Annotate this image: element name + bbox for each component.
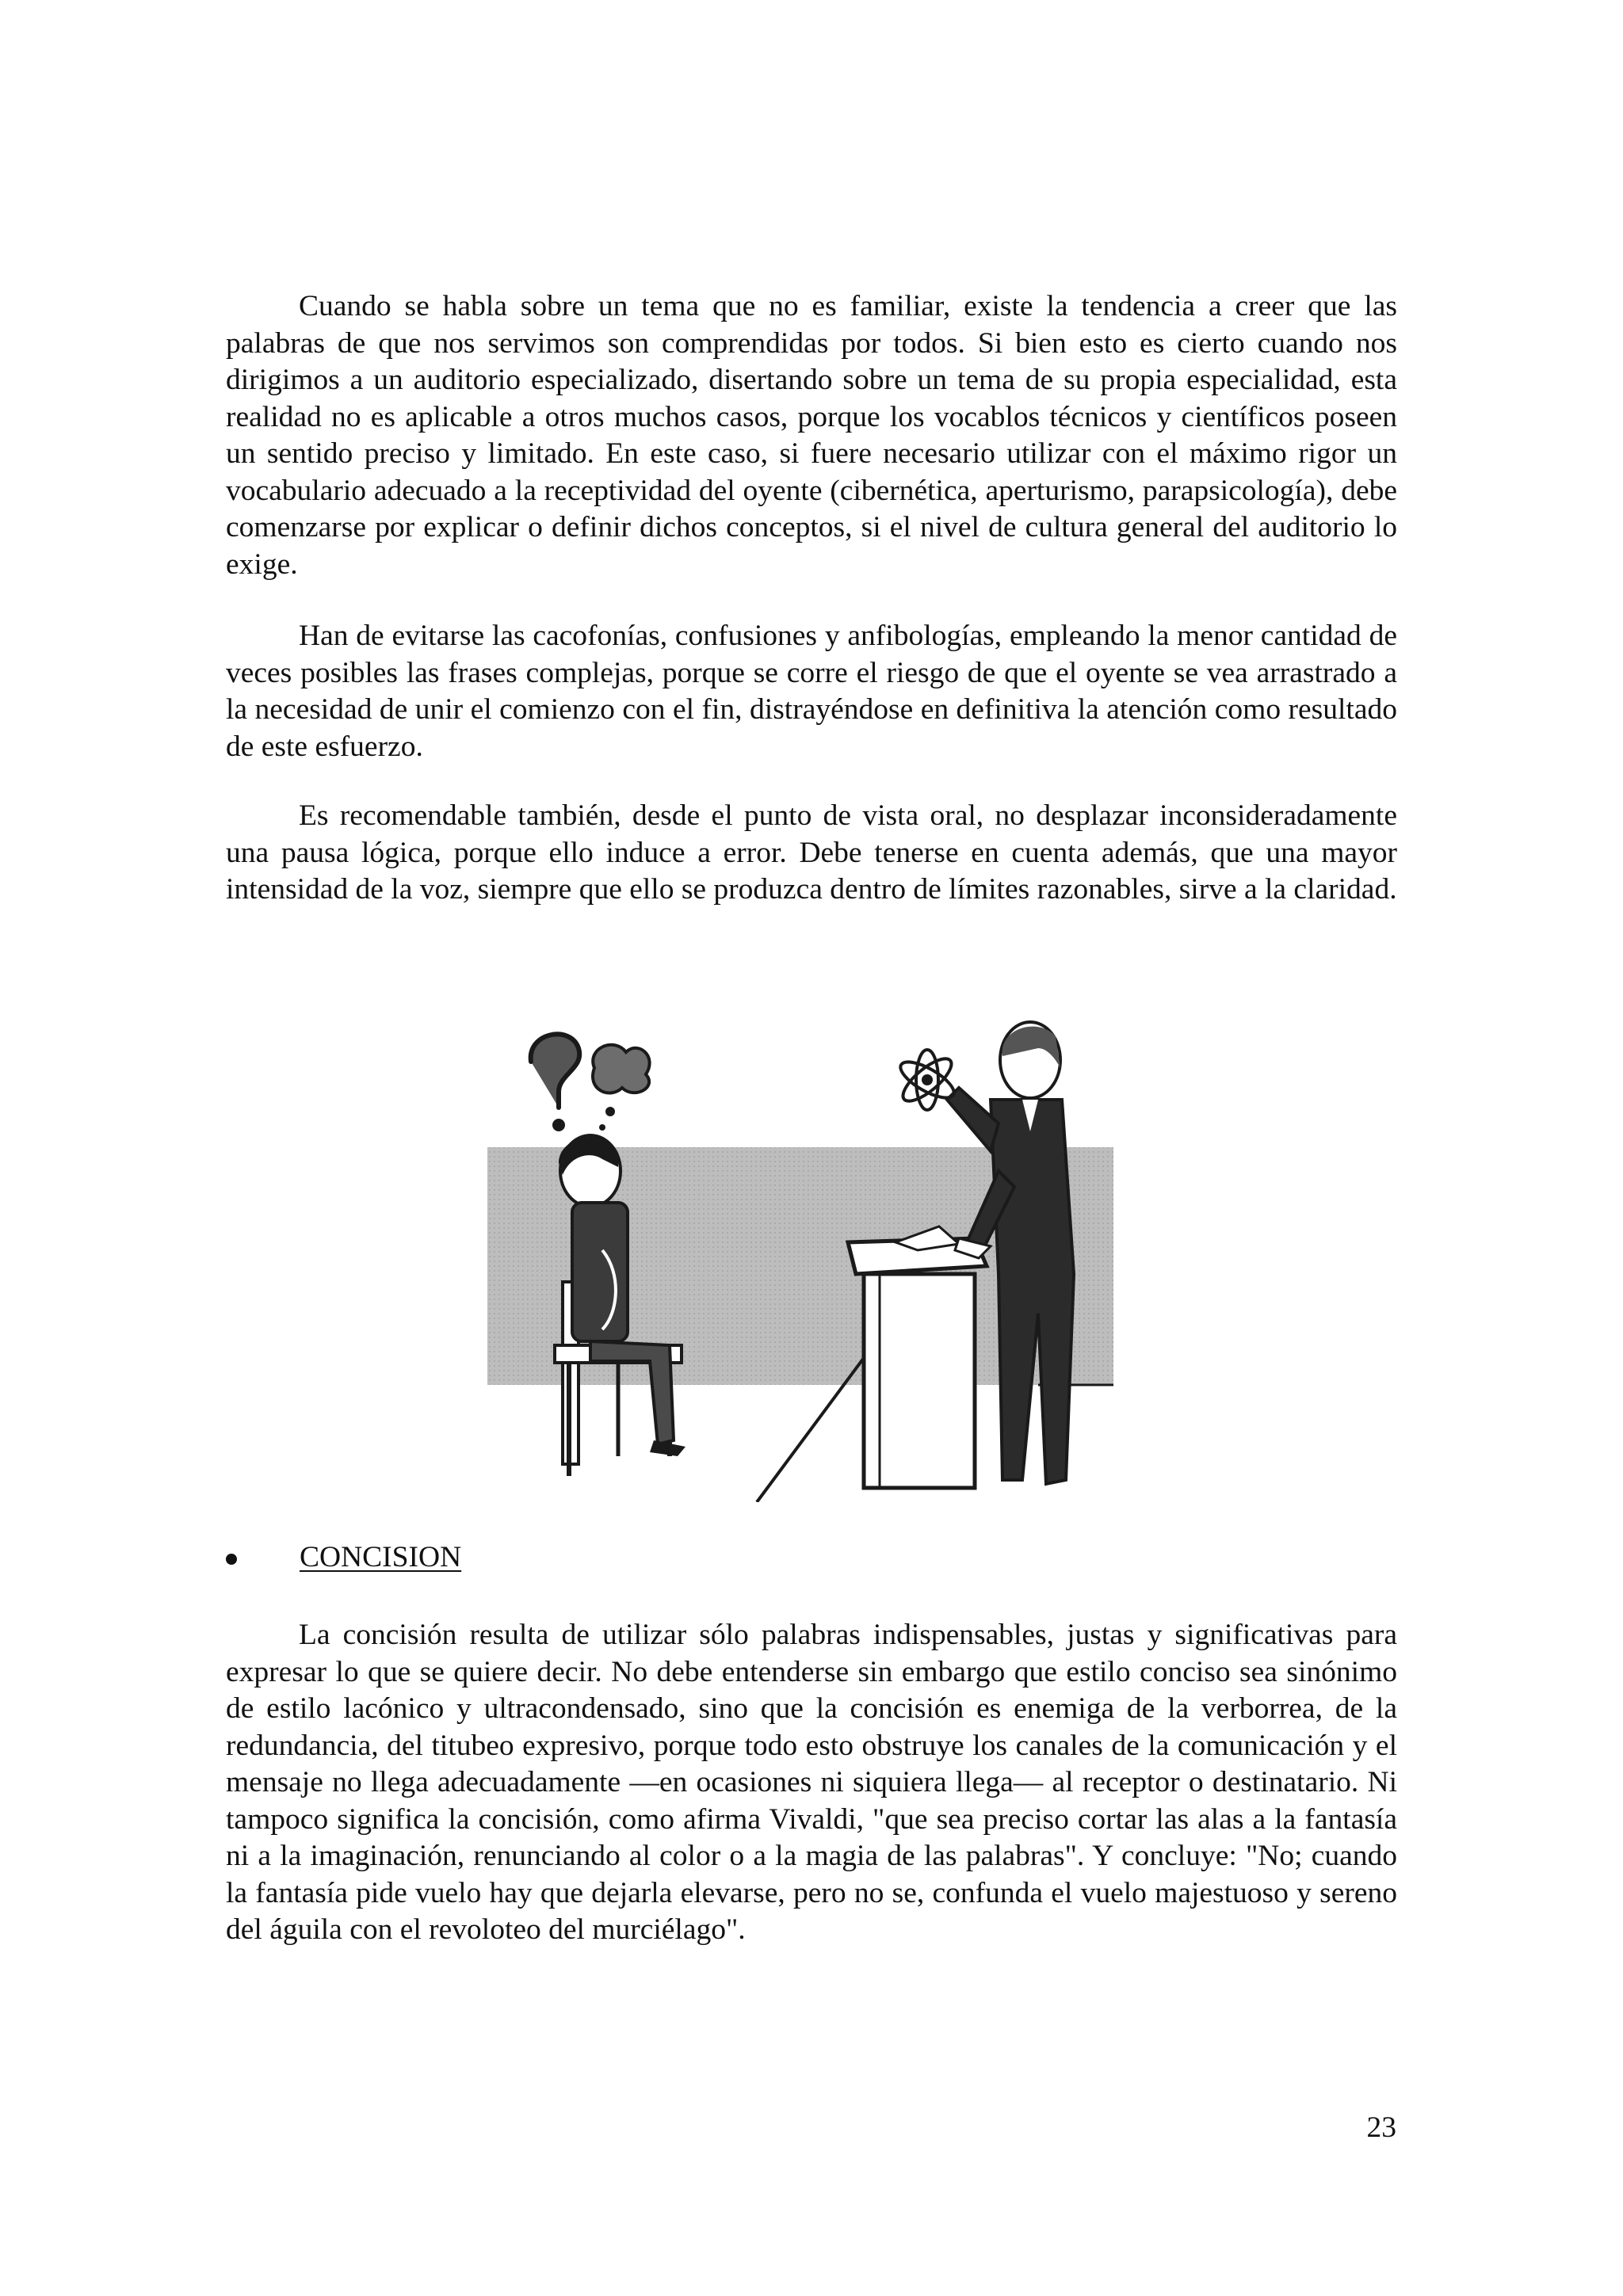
page-number: 23 (1366, 2111, 1396, 2144)
paragraph-text: Cuando se habla sobre un tema que no es familiar, existe la tendencia a creer que las palabras de que nos servimos son comprendidas por todos. Si bien esto es cierto cuando nos dirigimos a un auditorio especializado, disertando sobre un tema de su propia especialidad, esta realidad no es aplicable a otros muchos casos, porque los vocablos técnicos y científicos poseen un sentido preciso y limitado. En este caso, si fuere necesario utilizar con el máximo rigor un vocabulario adecuado a la receptividad del oyente (cibernética, aperturismo, parapsicología), debe comenzarse por explicar o definir dichos conceptos, si el nivel de cultura general del auditorio lo exige. (226, 290, 1397, 581)
section-heading-concision (226, 1539, 461, 1576)
paragraph-cacophony (226, 618, 1397, 765)
paragraph-technical-vocabulary (226, 288, 1397, 583)
bullet-icon (226, 1554, 237, 1565)
paragraph-text: Es recomendable también, desde el punto de vista oral, no desplazar inconsideradamente una pausa lógica, porque ello induce a error. Debe tenerse en cuenta además, que una mayor intensidad de la voz, siempre que ello se produzca dentro de límites razonables, sirve a la claridad. (226, 799, 1397, 906)
heading-text: CONCISION (300, 1541, 462, 1573)
paragraph-text: La concisión resulta de utilizar sólo palabras indispensables, justas y significativas para expresar lo que se quiere decir. No debe entenderse sin embargo que estilo conciso sea sinónimo de estilo lacónico y ultracondensado, sino que la concisión es enemiga de la verborrea, de la redundancia, del titubeo expresivo, porque todo esto obstruye los canales de la comunicación y el mensaje no llega adecuadamente —en ocasiones ni siquiera llega— al receptor o destinatario. Ni tampoco significa la concisión, como afirma Vivaldi, "que sea preciso cortar las alas a la fantasía ni a la imaginación, renunciando al color o a la magia de las palabras". Y concluye: "No; cuando la fantasía pide vuelo hay que dejarla elevarse, pero no se, confunda el vuelo majestuoso y sereno del águila con el revoloteo del murciélago". (226, 1619, 1397, 1946)
paragraph-logical-pause (226, 798, 1397, 909)
paragraph-concision (226, 1617, 1397, 1949)
paragraph-text: Han de evitarse las cacofonías, confusiones y anfibologías, empleando la menor cantidad de veces posibles las frases complejas, porque se corre el riesgo de que el oyente se vea arrastrado a la necesidad de unir el comienzo con el fin, distrayéndose en definitiva la atención como resultado de este esfuerzo. (226, 620, 1397, 763)
lecture-cartoon-icon (483, 1013, 1117, 1502)
